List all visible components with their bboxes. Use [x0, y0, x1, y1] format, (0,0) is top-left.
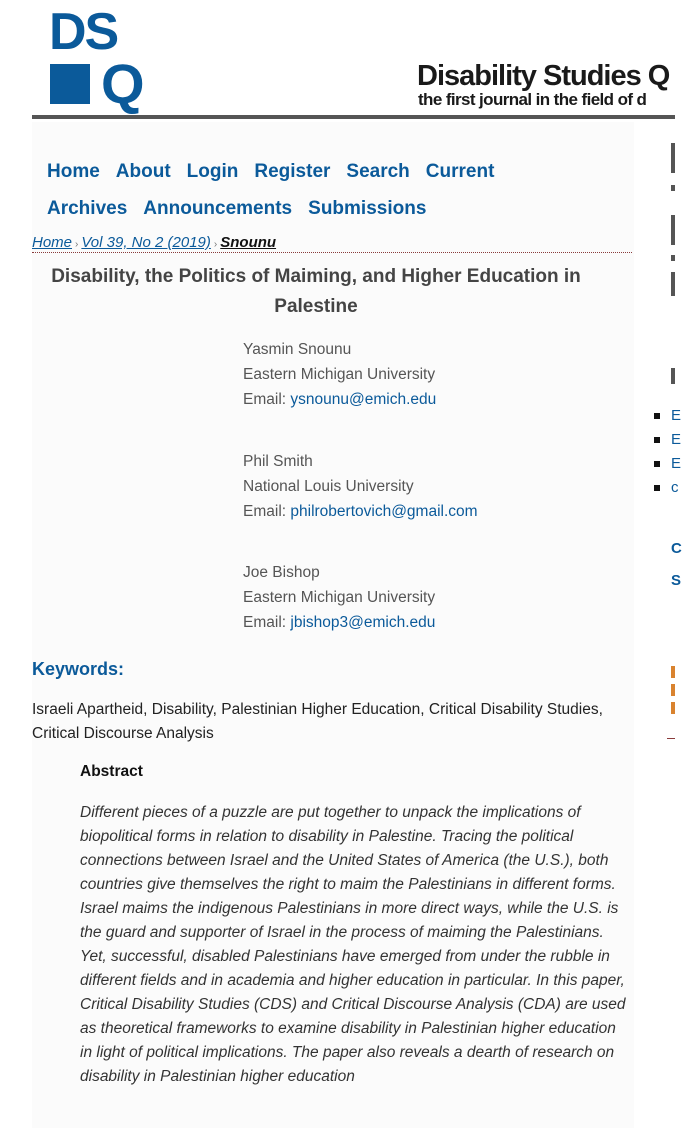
logo-ds-text: DS	[49, 3, 118, 61]
sidebar-fragment	[671, 185, 675, 191]
abstract-text: Different pieces of a puzzle are put together to unpack the implications of biopolitical forms in relation to disability in Palestine. Tracing the political connections between Israel and the United States of America (the U.S.), both countries give themselves the right to maim the Palestinians in different forms. Israel maims the indigenous Palestinians in more direct ways, while the U.S. is the guard and supporter of Israel in the process of maiming the Palestinians. Yet, successful, disabled Palestinians have emerged from under the rubble in different fields and in academia and higher education in particular. In this paper, Critical Disability Studies (CDS) and Critical Discourse Analysis (CDA) are used as theoretical frameworks to examine disability in Palestinian higher education in light of political implications. The paper also reveals a dearth of research on disability in Palestinian higher education	[80, 804, 626, 1085]
sidebar-heading-fragment[interactable]: C	[671, 540, 682, 557]
author-name: Joe Bishop	[243, 564, 320, 581]
breadcrumb-separator: ›	[75, 239, 79, 250]
nav-register[interactable]: Register	[254, 161, 331, 182]
nav-about[interactable]: About	[115, 161, 171, 182]
header-divider	[32, 115, 675, 119]
journal-title: Disability Studies Q	[417, 60, 670, 92]
nav-login[interactable]: Login	[186, 161, 239, 182]
breadcrumb	[32, 234, 632, 253]
author-name: Phil Smith	[243, 453, 313, 470]
sidebar-divider	[667, 738, 675, 739]
logo-square	[50, 64, 90, 104]
nav-archives[interactable]: Archives	[47, 198, 128, 219]
author-affiliation: National Louis University	[243, 478, 414, 495]
author-block	[243, 449, 478, 524]
sidebar-bullet	[654, 461, 660, 467]
sidebar-heading-fragment[interactable]: S	[671, 572, 682, 589]
sidebar-orange-icon[interactable]	[671, 666, 675, 678]
primary-nav-row2	[47, 191, 442, 227]
author-email-row	[243, 610, 435, 635]
breadcrumb-issue[interactable]: Vol 39, No 2 (2019)	[81, 234, 211, 251]
primary-nav	[47, 154, 510, 190]
sidebar-link-fragment[interactable]: E	[671, 407, 682, 424]
author-email-row	[243, 387, 436, 412]
email-label: Email:	[243, 614, 287, 631]
author-block	[243, 337, 436, 412]
sidebar-orange-icon[interactable]	[671, 684, 675, 696]
sidebar-link-fragment[interactable]: E	[671, 431, 682, 448]
email-label: Email:	[243, 391, 287, 408]
nav-submissions[interactable]: Submissions	[308, 198, 427, 219]
sidebar-fragment	[671, 215, 675, 245]
breadcrumb-home[interactable]: Home	[32, 234, 73, 251]
author-name: Yasmin Snounu	[243, 341, 352, 358]
sidebar-fragment	[671, 272, 675, 296]
abstract-heading: Abstract	[80, 763, 143, 780]
author-affiliation: Eastern Michigan University	[243, 366, 436, 383]
keywords-list: Israeli Apartheid, Disability, Palestinian Higher Education, Critical Disability Studies, Critical Discourse Analysis	[32, 701, 603, 742]
sidebar-bullet	[654, 413, 660, 419]
sidebar-link-fragment[interactable]: c	[671, 479, 679, 496]
author-email-link[interactable]: ysnounu@emich.edu	[290, 391, 437, 408]
sidebar-fragment	[671, 143, 675, 173]
nav-home[interactable]: Home	[47, 161, 100, 182]
journal-subtitle: the first journal in the field of d	[418, 90, 647, 109]
logo-q-text: Q	[101, 52, 145, 115]
breadcrumb-separator: ›	[213, 239, 218, 250]
sidebar-fragment	[671, 368, 675, 384]
nav-announcements[interactable]: Announcements	[143, 198, 293, 219]
sidebar-bullet	[654, 485, 660, 491]
author-affiliation: Eastern Michigan University	[243, 589, 436, 606]
email-label: Email:	[243, 503, 287, 520]
nav-current[interactable]: Current	[425, 161, 495, 182]
author-email-row	[243, 499, 478, 524]
sidebar-bullet	[654, 437, 660, 443]
dsq-logo[interactable]	[49, 3, 161, 115]
sidebar-fragment	[671, 255, 675, 261]
author-email-link[interactable]: philrobertovich@gmail.com	[290, 503, 478, 520]
sidebar-link-fragment[interactable]: E	[671, 455, 682, 472]
author-block	[243, 560, 435, 635]
breadcrumb-current[interactable]: Snounu	[220, 234, 277, 251]
nav-search[interactable]: Search	[346, 161, 410, 182]
article-title: Disability, the Politics of Maiming, and Higher Education in Palestine	[51, 266, 581, 317]
keywords-heading: Keywords:	[32, 659, 125, 679]
author-email-link[interactable]: jbishop3@emich.edu	[290, 614, 436, 631]
sidebar-orange-icon[interactable]	[671, 702, 675, 714]
